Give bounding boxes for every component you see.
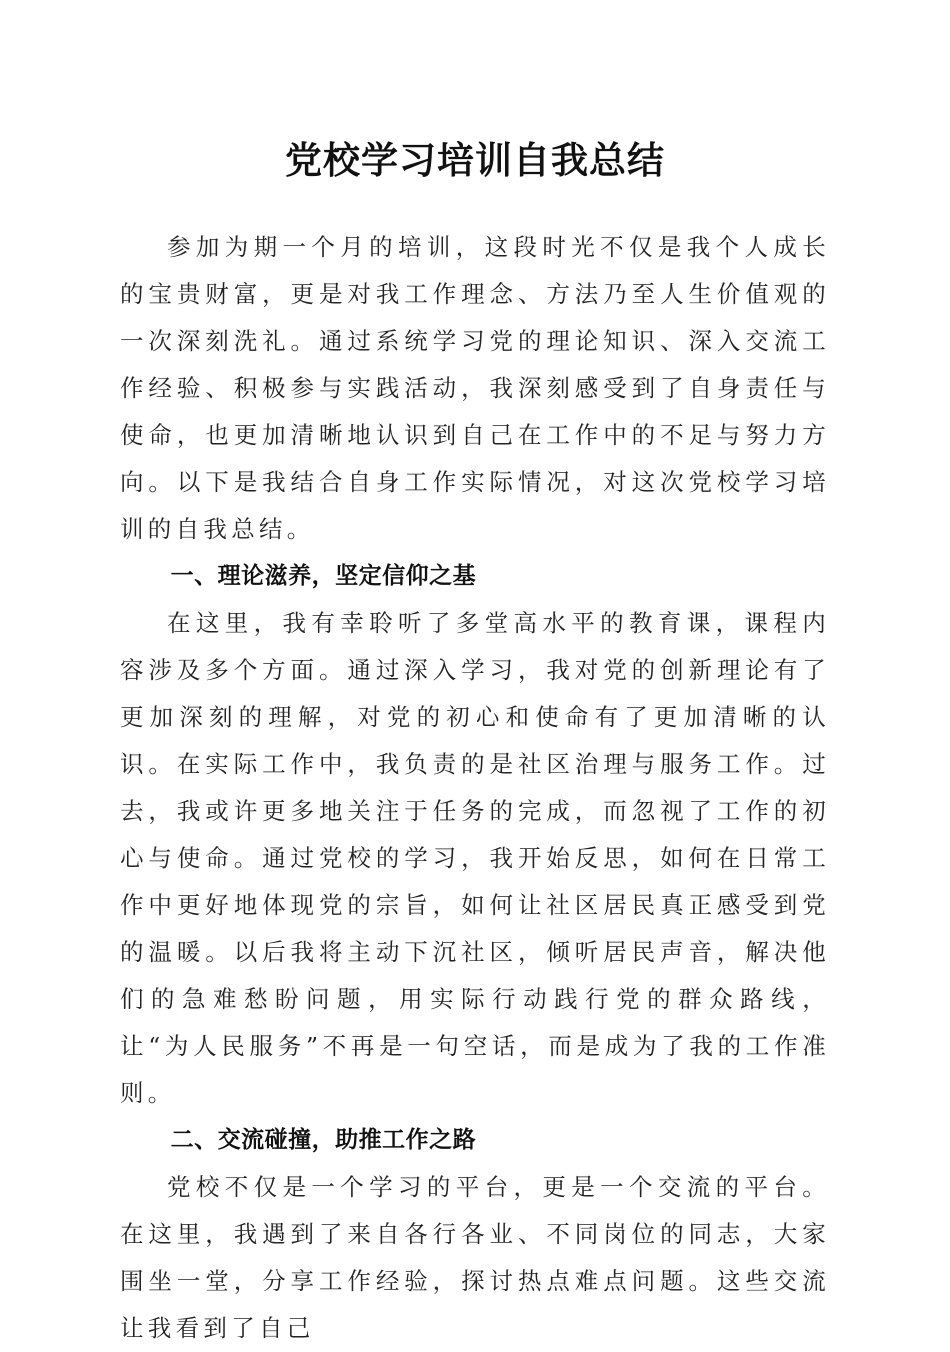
document-body xyxy=(120,224,830,1352)
section-2-paragraph: 党校不仅是一个学习的平台，更是一个交流的平台。在这里，我遇到了来自各行各业、不同岗位的同志，大家围坐一堂，分享工作经验，探讨热点难点问题。这些交流让我看到了自己 xyxy=(120,1173,830,1342)
document-title: 党校学习培训自我总结 xyxy=(285,138,665,182)
section-heading-1: 一、理论滋养，坚定信仰之基 xyxy=(170,563,477,589)
intro-paragraph: 参加为期一个月的培训，这段时光不仅是我个人成长的宝贵财富，更是对我工作理念、方法乃至人生价值观的一次深刻洗礼。通过系统学习党的理论知识、深入交流工作经验、积极参与实践活动，我深刻感受到了自身责任与使命，也更加清晰地认识到自己在工作中的不足与努力方向。以下是我结合自身工作实际情况，对这次党校学习培训的自我总结。 xyxy=(120,233,830,543)
section-1-paragraph: 在这里，我有幸聆听了多堂高水平的教育课，课程内容涉及多个方面。通过深入学习，我对党的创新理论有了更加深刻的理解，对党的初心和使命有了更加清晰的认识。在实际工作中，我负责的是社区治理与服务工作。过去，我或许更多地关注于任务的完成，而忽视了工作的初心与使命。通过党校的学习，我开始反思，如何在日常工作中更好地体现党的宗旨，如何让社区居民真正感受到党的温暖。以后我将主动下沉社区，倾听居民声音，解决他们的急难愁盼问题，用实际行动践行党的群众路线，让“为人民服务”不再是一句空话，而是成为了我的工作准则。 xyxy=(120,609,830,1107)
section-heading-2: 二、交流碰撞，助推工作之路 xyxy=(170,1127,477,1153)
